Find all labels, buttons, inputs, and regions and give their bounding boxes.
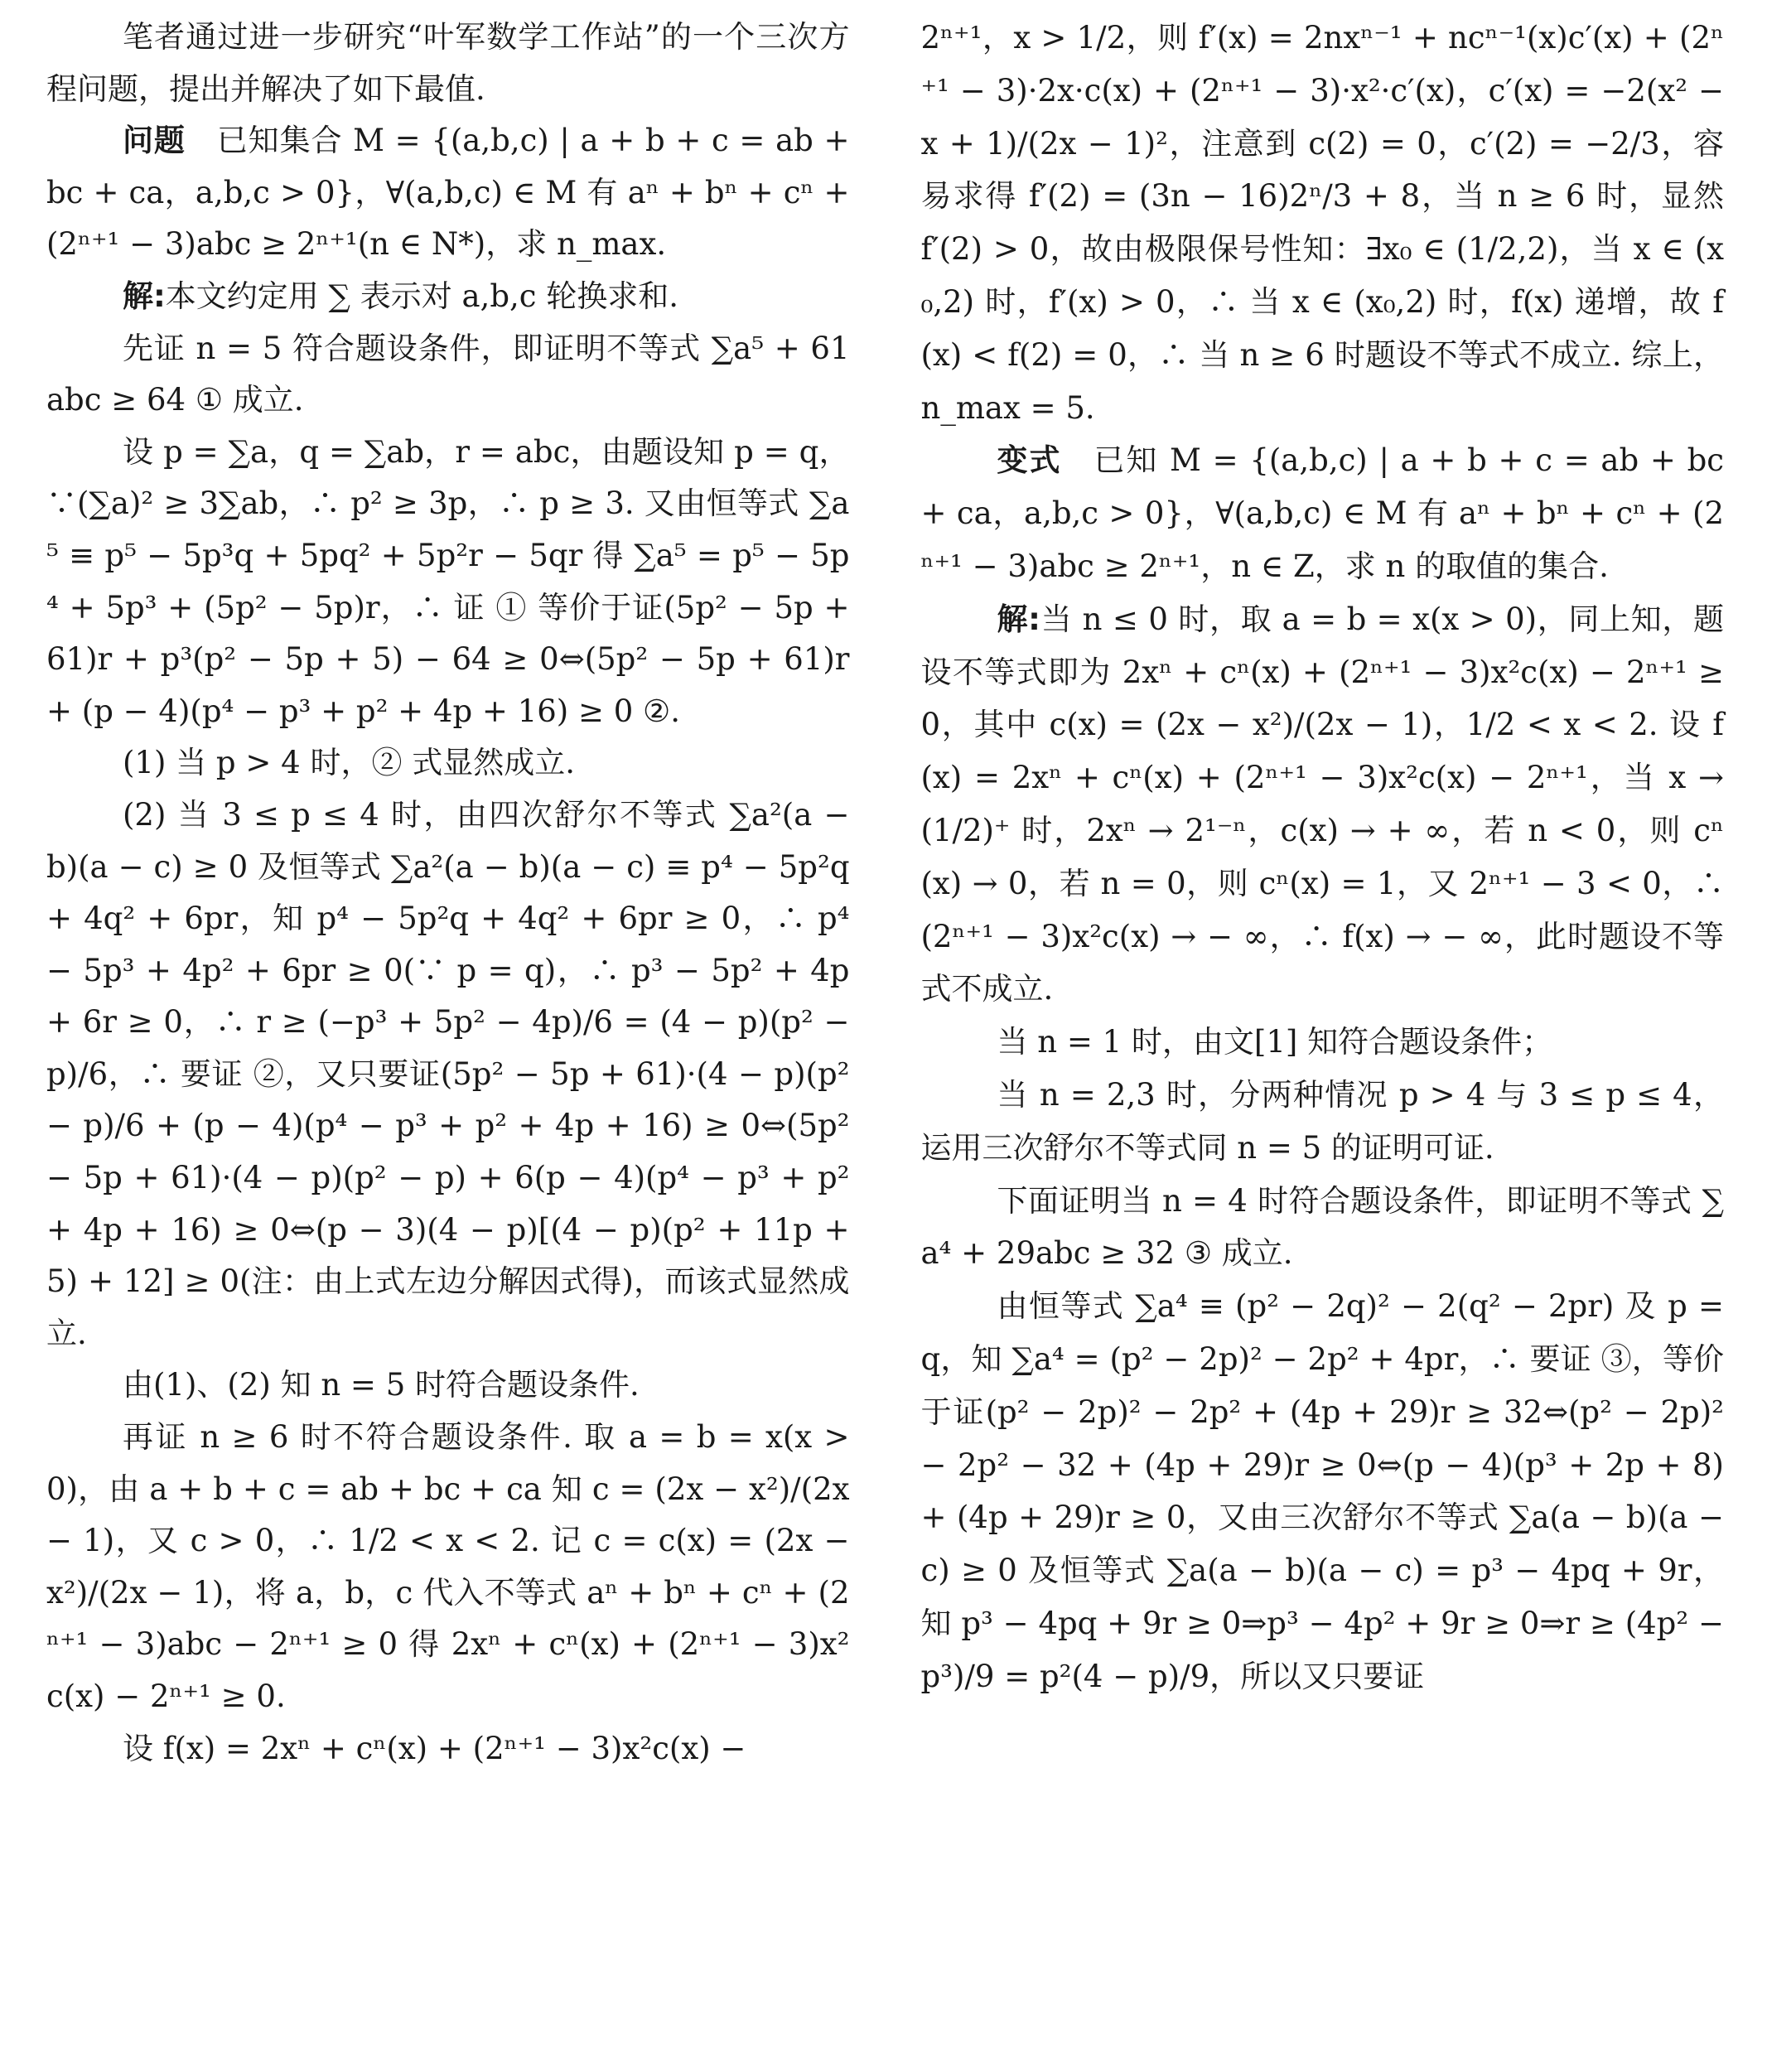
paragraph xyxy=(921,593,1725,1016)
paragraph xyxy=(921,1175,1725,1281)
paragraph xyxy=(921,1069,1725,1175)
paragraph xyxy=(921,1280,1725,1703)
paragraph-text: 先证 n = 5 符合题设条件，即证明不等式 ∑a⁵ + 61abc ≥ 64 ① 成立. xyxy=(46,330,850,418)
paragraph-text: 当 n = 2,3 时，分两种情况 p > 4 与 3 ≤ p ≤ 4，运用三次舒尔不等式同 n = 5 的证明可证. xyxy=(920,1076,1724,1166)
paragraph xyxy=(921,1016,1725,1069)
section-label: 问题 xyxy=(123,123,186,159)
paragraph xyxy=(46,323,850,427)
paragraph xyxy=(46,1412,850,1723)
paragraph xyxy=(46,790,850,1360)
paragraph-text: 由(1)、(2) 知 n = 5 时符合题设条件. xyxy=(123,1367,640,1403)
paragraph-text: 已知集合 M = {(a,b,c) | a + b + c = ab + bc + ca，a,b,c > 0}，∀(a,b,c) ∈ M 有 aⁿ + bⁿ + cⁿ + (2ⁿ⁺¹ − 3)abc ≥ 2ⁿ⁺¹(n ∈ N*)，求 n_max. xyxy=(46,123,850,263)
paragraph-text: 设 p = ∑a，q = ∑ab，r = abc，由题设知 p = q，∵(∑a)² ≥ 3∑ab，∴ p² ≥ 3p，∴ p ≥ 3. 又由恒等式 ∑a⁵ ≡ p⁵ − 5p³q + 5pq² + 5p²r − 5qr 得 ∑a⁵ = p⁵ − 5p⁴ + 5p³ + (5p² − 5p)r，∴ 证 ① 等价于证(5p² − 5p + 61)r + p³(p² − 5p + 5) − 64 ≥ 0⇔(5p² − 5p + 61)r + (p − 4)(p⁴ − p³ + p² + 4p + 16) ≥ 0 ②. xyxy=(46,433,850,729)
paragraph-text: 本文约定用 ∑ 表示对 a,b,c 轮换求和. xyxy=(165,278,679,314)
paragraph-text: (2) 当 3 ≤ p ≤ 4 时，由四次舒尔不等式 ∑a²(a − b)(a − c) ≥ 0 及恒等式 ∑a²(a − b)(a − c) ≡ p⁴ − 5p²q + 4q² + 6pr，知 p⁴ − 5p²q + 4q² + 6pr ≥ 0，∴ p⁴ − 5p³ + 4p² + 6pr ≥ 0(∵ p = q)，∴ p³ − 5p² + 4p + 6r ≥ 0，∴ r ≥ (−p³ + 5p² − 4p)/6 = (4 − p)(p² − p)/6，∴ 要证 ②，又只要证(5p² − 5p + 61)·(4 − p)(p² − p)/6 + (p − 4)(p⁴ − p³ + p² + 4p + 16) ≥ 0⇔(5p² − 5p + 61)·(4 − p)(p² − p) + 6(p − 4)(p⁴ − p³ + p² + 4p + 16) ≥ 0⇔(p − 3)(4 − p)[(4 − p)(p² + 11p + 5) + 12] ≥ 0(注：由上式左边分解因式得)，而该式显然成立. xyxy=(46,796,850,1351)
paragraph xyxy=(46,737,850,790)
section-label: 变式 xyxy=(997,442,1062,479)
paragraph xyxy=(46,271,850,323)
paragraph xyxy=(921,12,1725,434)
paragraph xyxy=(46,12,850,115)
paragraph-text: 再证 n ≥ 6 时不符合题设条件. 取 a = b = x(x > 0)，由 a + b + c = ab + bc + ca 知 c = (2x − x²)/(2x − 1)，又 c > 0，∴ 1/2 < x < 2. 记 c = c(x) = (2x − x²)/(2x − 1)，将 a，b，c 代入不等式 aⁿ + bⁿ + cⁿ + (2ⁿ⁺¹ − 3)abc − 2ⁿ⁺¹ ≥ 0 得 2xⁿ + cⁿ(x) + (2ⁿ⁺¹ − 3)x²c(x) − 2ⁿ⁺¹ ≥ 0. xyxy=(46,1419,850,1714)
paragraph-text: 下面证明当 n = 4 时符合题设条件，即证明不等式 ∑a⁴ + 29abc ≥ 32 ③ 成立. xyxy=(920,1182,1724,1272)
paragraph-text: 由恒等式 ∑a⁴ ≡ (p² − 2q)² − 2(q² − 2pr) 及 p = q，知 ∑a⁴ = (p² − 2p)² − 2p² + 4pr，∴ 要证 ③，等价于证(p² − 2p)² − 2p² + (4p + 29)r ≥ 32⇔(p² − 2p)² − 2p² − 32 + (4p + 29)r ≥ 0⇔(p − 4)(p³ + 2p + 8) + (4p + 29)r ≥ 0，又由三次舒尔不等式 ∑a(a − b)(a − c) ≥ 0 及恒等式 ∑a(a − b)(a − c) = p³ − 4pq + 9r，知 p³ − 4pq + 9r ≥ 0⇒p³ − 4p² + 9r ≥ 0⇒r ≥ (4p² − p³)/9 = p²(4 − p)/9，所以又只要证 xyxy=(920,1288,1724,1694)
paragraph-text: 当 n ≤ 0 时，取 a = b = x(x > 0)，同上知，题设不等式即为 2xⁿ + cⁿ(x) + (2ⁿ⁺¹ − 3)x²c(x) − 2ⁿ⁺¹ ≥ 0，其中 c(x) = (2x − x²)/(2x − 1)，1/2 < x < 2. 设 f(x) = 2xⁿ + cⁿ(x) + (2ⁿ⁺¹ − 3)x²c(x) − 2ⁿ⁺¹，当 x → (1/2)⁺ 时，2xⁿ → 2¹⁻ⁿ，c(x) → + ∞，若 n < 0，则 cⁿ(x) → 0，若 n = 0，则 cⁿ(x) = 1，又 2ⁿ⁺¹ − 3 < 0，∴ (2ⁿ⁺¹ − 3)x²c(x) → − ∞，∴ f(x) → − ∞，此时题设不等式不成立. xyxy=(920,601,1724,1007)
paragraph-text: 当 n = 1 时，由文[1] 知符合题设条件； xyxy=(997,1024,1553,1060)
section-label: 解: xyxy=(123,278,166,314)
paragraph xyxy=(46,115,850,271)
paragraph xyxy=(46,427,850,738)
paragraph-text: 笔者通过进一步研究“叶军数学工作站”的一个三次方程问题，提出并解决了如下最值. xyxy=(46,19,850,107)
paragraph-text: 设 f(x) = 2xⁿ + cⁿ(x) + (2ⁿ⁺¹ − 3)x²c(x) − xyxy=(123,1730,746,1766)
paragraph xyxy=(921,434,1725,592)
paragraph-text: 2ⁿ⁺¹，x > 1/2，则 f′(x) = 2nxⁿ⁻¹ + ncⁿ⁻¹(x)c′(x) + (2ⁿ⁺¹ − 3)·2x·c(x) + (2ⁿ⁺¹ − 3)·x²·c′(x)，c′(x) = −2(x² − x + 1)/(2x − 1)²，注意到 c(2) = 0，c′(2) = −2/3，容易求得 f′(2) = (3n − 16)2ⁿ/3 + 8，当 n ≥ 6 时，显然 f′(2) > 0，故由极限保号性知：∃x₀ ∈ (1/2,2)，当 x ∈ (x₀,2) 时，f′(x) > 0，∴ 当 x ∈ (x₀,2) 时，f(x) 递增，故 f(x) < f(2) = 0，∴ 当 n ≥ 6 时题设不等式不成立. 综上，n_max = 5. xyxy=(920,20,1724,426)
paragraph xyxy=(46,1360,850,1412)
right-column xyxy=(921,12,1725,2072)
paragraph xyxy=(46,1723,850,1775)
section-label: 解: xyxy=(997,601,1040,637)
paragraph-text: (1) 当 p > 4 时，② 式显然成立. xyxy=(123,745,575,781)
left-column xyxy=(46,12,850,2072)
paragraph-text: 已知 M = {(a,b,c) | a + b + c = ab + bc + ca，a,b,c > 0}，∀(a,b,c) ∈ M 有 aⁿ + bⁿ + cⁿ + (2ⁿ⁺¹ − 3)abc ≥ 2ⁿ⁺¹，n ∈ Z，求 n 的取值的集合. xyxy=(920,442,1725,584)
